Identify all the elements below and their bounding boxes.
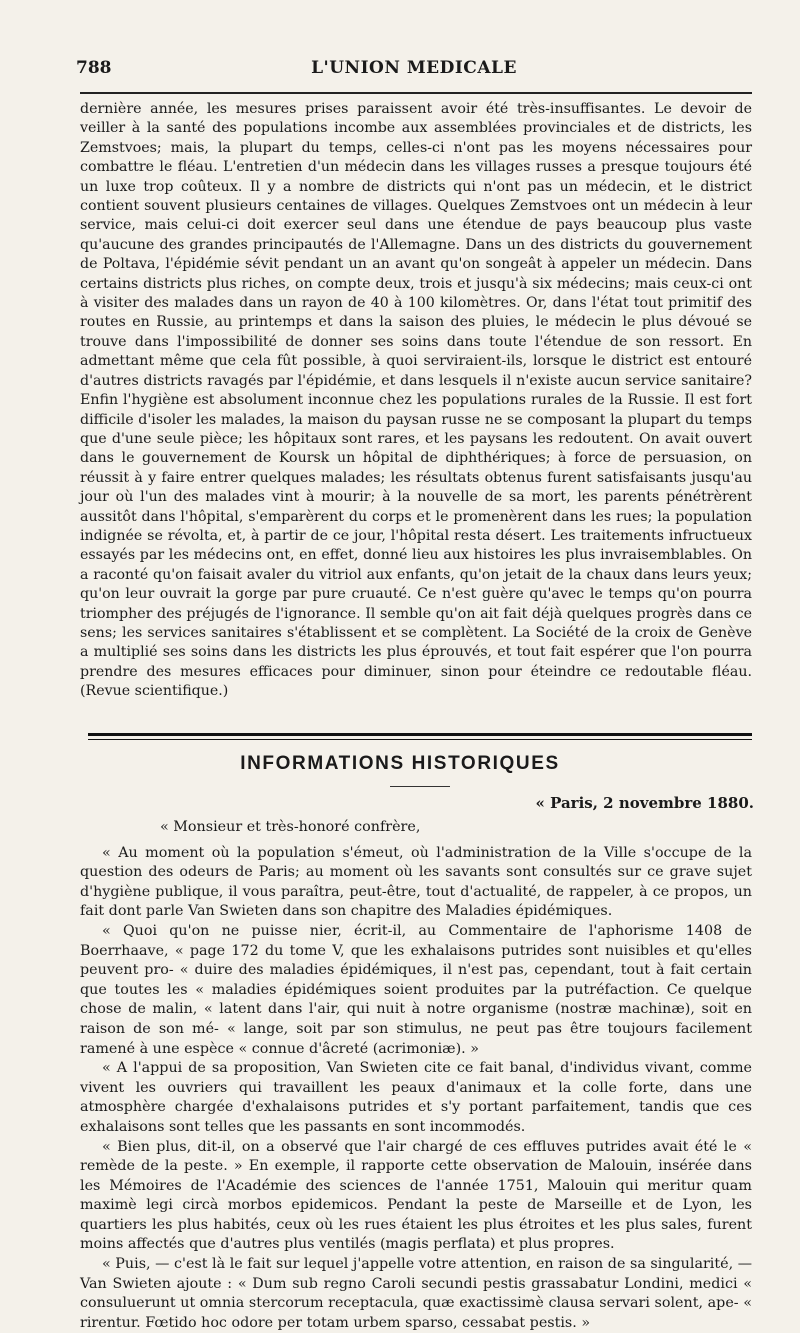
article-paragraph: dernière année, les mesures prises paraissent avoir été très-insuffisantes. Le devoir de veiller à la santé des populations incombe aux assemblées provinciales et de districts, les Zemstvoes; mais, la plupart du temps, celles-ci n'ont pas les moyens nécessaires pour combattre le fléau. L'entretien d'un médecin dans les villages russes a presque toujours été un luxe trop coûteux. Il y a nombre de districts qui n'ont pas un médecin, et le district contient souvent plusieurs centaines de villages. Quelques Zemstvoes ont un médecin à leur service, mais celui-ci doit exercer seul dans une étendue de pays beaucoup plus vaste qu'aucune des grandes principautés de l'Allemagne. Dans un des districts du gouvernement de Poltava, l'épidémie sévit pendant un an avant qu'on songeât à appeler un médecin. Dans certains districts plus riches, on compte deux, trois et jusqu'à six médecins; mais ceux-ci ont à visiter des malades dans un rayon de 40 à 100 kilomètres. Or, dans l'état tout primitif des routes en Russie, au printemps et dans la saison des pluies, le médecin le plus dévoué se trouve dans l'impossibilité de donner ses soins dans toute l'étendue de son ressort. En admettant même que cela fût possible, à quoi serviraient-ils, lorsque le district est entouré d'autres districts ravagés par l'épidémie, et dans lesquels il n'existe aucun service sanitaire? Enfin l'hygiène est absolument inconnue chez les populations rurales de la Russie. Il est fort difficile d'isoler les malades, la maison du paysan russe ne se composant la plupart du temps que d'une seule pièce; les hôpitaux sont rares, et les paysans les redoutent. On avait ouvert dans le gouvernement de Koursk un hôpital de diphthériques; à force de persuasion, on réussit à y faire entrer quelques malades; les résultats obtenus furent satisfaisants jusqu'au jour où l'un des malades vint à mourir; à la nouvelle de sa mort, les parents pénétrèrent aussitôt dans l'hôpital, s'emparèrent du corps et le promenèrent dans les rues; la population indignée se révolta, et, à partir de ce jour, l'hôpital resta désert. Les traitements infructueux essayés par les médecins ont, en effet, donné lieu aux histoires les plus invraisemblables. On a raconté qu'on faisait avaler du vitriol aux enfants, qu'on jetait de la chaux dans leurs yeux; qu'on leur ouvrait la gorge par pure cruauté. Ce n'est guère qu'avec le temps qu'on pourra triompher des préjugés de l'ignorance. Il semble qu'on ait fait déjà quelques progrès dans ce sens; les services sanitaires s'établissent et se complètent. La Société de la croix de Genève a multiplié ses soins dans les districts les plus éprouvés, et tout fait espérer que l'on pourra prendre des mesures efficaces pour diminuer, sinon pour éteindre ce redoutable fléau. (Revue scientifique.)	[80, 101, 752, 700]
section-title: INFORMATIONS HISTORIQUES	[240, 753, 560, 774]
page-number: 788	[76, 58, 112, 78]
letter-paragraph: « Au moment où la population s'émeut, où l'administration de la Ville s'occupe de la question des odeurs de Paris; au moment où les savants sont consultés sur ce grave sujet d'hygiène publique, il vous paraîtra, peut-être, tout d'actualité, de rappeler, à ce propos, un fait dont parle Van Swieten dans son chapitre des Maladies épidémiques.	[80, 844, 752, 920]
letter-paragraph: « Bien plus, dit-il, on a observé que l'air chargé de ces effluves putrides avait été le « remède de la peste. » En exemple, il rapporte cette observation de Malouin, insérée dans les Mémoires de l'Académie des sciences de l'année 1751, Malouin qui meritur quam maximè legi circà morbos epidemicos. Pendant la peste de Marseille et de Lyon, les quartiers les plus habités, ceux où les rues étaient les plus étroites et les plus sales, furent moins affectés que d'autres plus ventilés (magis perflata) et plus propres.	[80, 1138, 752, 1253]
salutation: « Monsieur et très-honoré confrère,	[160, 819, 421, 835]
letter-paragraph: « Quoi qu'on ne puisse nier, écrit-il, au Commentaire de l'aphorisme 1408 de Boerrhaave, « page 172 du tome V, que les exhalaisons putrides sont nuisibles et qu'elles peuvent pro- « duire des maladies épidémiques, il n'est pas, cependant, tout à fait certain que toutes les « maladies épidémiques soient produites par la putréfaction. Ce quelque chose de malin, « latent dans l'air, qui nuit à notre organisme (nostræ machinæ), soit en raison de son mé- « lange, soit par son stimulus, ne peut pas être toujours facilement ramené à une espèce « connue d'âcreté (acrimoniæ). »	[80, 922, 752, 1057]
page-header	[76, 58, 752, 84]
article-continued	[80, 100, 752, 702]
title-underline	[390, 786, 450, 787]
letter-paragraph: « A l'appui de sa proposition, Van Swieten cite ce fait banal, d'individus vivant, comme vivent les ouvriers qui travaillent les peaux d'animaux et la colle forte, dans une atmosphère chargée d'exhalaisons putrides et s'y portant parfaitement, tandis que ces exhalaisons sont telles que les passants en sont incommodés.	[80, 1060, 752, 1135]
header-rule	[80, 92, 752, 94]
section-divider	[88, 733, 752, 740]
letter-body	[80, 818, 752, 1333]
journal-title: L'UNION MEDICALE	[311, 58, 517, 78]
letter-paragraph: « Puis, — c'est là le fait sur lequel j'appelle votre attention, en raison de sa singularité, — Van Swieten ajoute : « Dum sub regno Caroli secundi pestis grassabatur Londini, medici « consuluerunt ut omnia stercorum receptacula, quæ exactissimè clausa servari solent, ape- « rirentur. Fœtido hoc odore per totam urbem sparso, cessabat pestis. »	[80, 1256, 752, 1331]
dateline: « Paris, 2 novembre 1880.	[535, 794, 754, 812]
